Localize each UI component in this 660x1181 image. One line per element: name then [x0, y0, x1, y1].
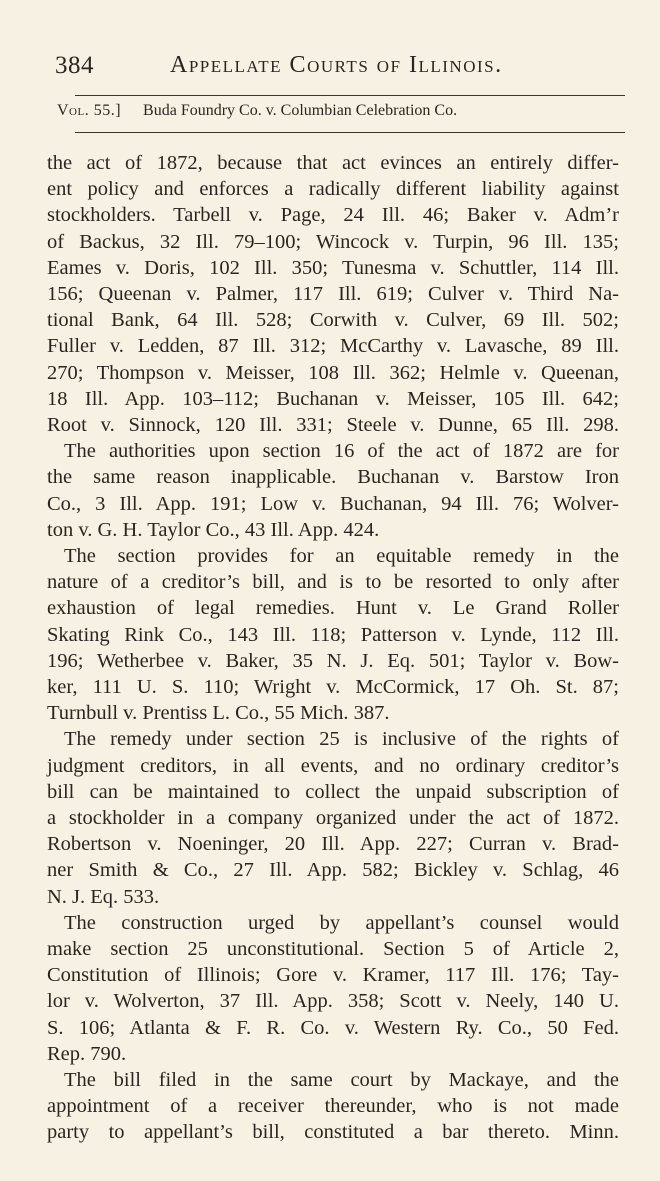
text-line: bill can be maintained to collect the unpaid subscription of — [47, 780, 619, 803]
text-line: Robertson v. Noeninger, 20 Ill. App. 227; Curran v. Brad- — [47, 833, 619, 856]
text-line: the same reason inapplicable. Buchanan v. Barstow Iron — [47, 466, 619, 489]
text-line: nature of a creditor’s bill, and is to be resorted to only after — [47, 571, 619, 594]
text-line: The remedy under section 25 is inclusive of the rights of — [64, 728, 619, 751]
text-line: ent policy and enforces a radically different liability against — [47, 178, 619, 201]
text-line: The bill filed in the same court by Mackaye, and the — [64, 1069, 619, 1091]
text-line: 196; Wetherbee v. Baker, 35 N. J. Eq. 501; Taylor v. Bow- — [47, 649, 619, 672]
text-line: Constitution of Illinois; Gore v. Kramer, 117 Ill. 176; Tay- — [47, 964, 619, 987]
text-line: 18 Ill. App. 103–112; Buchanan v. Meisser, 105 Ill. 642; — [47, 387, 619, 410]
text-line: 156; Queenan v. Palmer, 117 Ill. 619; Culver v. Third Na- — [47, 283, 619, 305]
case-name: Buda Foundry Co. v. Columbian Celebration Co. — [143, 102, 458, 119]
header-rule-top — [75, 95, 625, 96]
text-line: Fuller v. Ledden, 87 Ill. 312; McCarthy v. Lavasche, 89 Ill. — [47, 335, 619, 358]
text-line: ton v. G. H. Taylor Co., 43 Ill. App. 424. — [47, 518, 380, 541]
text-line: the act of 1872, because that act evinces an entirely differ- — [47, 152, 619, 174]
header-rule-bottom — [75, 132, 625, 133]
text-line: party to appellant’s bill, constituted a bar thereto. Minn. — [47, 1121, 619, 1144]
text-line: a stockholder in a company organized under the act of 1872. — [47, 807, 619, 829]
text-line: Skating Rink Co., 143 Ill. 118; Patterson v. Lynde, 112 Ill. — [47, 623, 619, 646]
text-line: judgment creditors, in all events, and no ordinary creditor’s — [47, 754, 619, 777]
text-line: appointment of a receiver thereunder, who is not made — [47, 1095, 619, 1118]
text-line: ner Smith & Co., 27 Ill. App. 582; Bickley v. Schlag, 46 — [47, 859, 619, 882]
text-line: of Backus, 32 Ill. 79–100; Wincock v. Turpin, 96 Ill. 135; — [47, 230, 619, 253]
volume-label: Vol. 55.] — [57, 102, 122, 119]
text-line: exhaustion of legal remedies. Hunt v. Le Grand Roller — [47, 597, 619, 620]
text-line: lor v. Wolverton, 37 Ill. App. 358; Scott v. Neely, 140 U. — [47, 990, 619, 1013]
text-line: Rep. 790. — [47, 1042, 127, 1065]
text-line: N. J. Eq. 533. — [47, 885, 160, 908]
text-line: Root v. Sinnock, 120 Ill. 331; Steele v. Dunne, 65 Ill. 298. — [47, 414, 619, 436]
text-line: Eames v. Doris, 102 Ill. 350; Tunesma v. Schuttler, 114 Ill. — [47, 256, 619, 279]
text-line: The section provides for an equitable remedy in the — [64, 545, 619, 567]
text-line: ker, 111 U. S. 110; Wright v. McCormick, 17 Oh. St. 87; — [47, 676, 619, 698]
text-line: S. 106; Atlanta & F. R. Co. v. Western Ry. Co., 50 Fed. — [47, 1016, 619, 1039]
running-head — [55, 52, 615, 92]
text-line: Turnbull v. Prentiss L. Co., 55 Mich. 387. — [47, 702, 390, 725]
page-number: 384 — [55, 52, 94, 79]
text-line: The authorities upon section 16 of the act of 1872 are for — [64, 440, 619, 463]
text-line: 270; Thompson v. Meisser, 108 Ill. 362; Helmle v. Queenan, — [47, 361, 619, 384]
text-line: stockholders. Tarbell v. Page, 24 Ill. 46; Baker v. Adm’r — [47, 204, 619, 227]
text-line: tional Bank, 64 Ill. 528; Corwith v. Culver, 69 Ill. 502; — [47, 309, 619, 332]
running-title: Appellate Courts of Illinois. — [170, 52, 503, 78]
text-line: make section 25 unconstitutional. Section 5 of Article 2, — [47, 938, 619, 960]
text-line: The construction urged by appellant’s counsel would — [64, 911, 619, 934]
text-line: Co., 3 Ill. App. 191; Low v. Buchanan, 94 Ill. 76; Wolver- — [47, 492, 619, 515]
case-line — [57, 102, 617, 120]
